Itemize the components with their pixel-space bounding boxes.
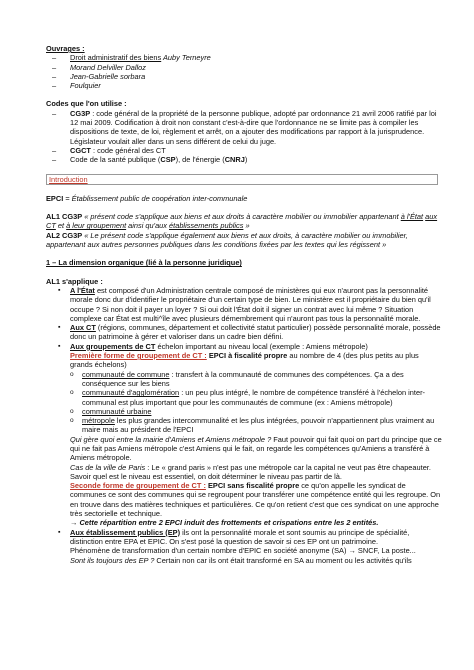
introduction-heading (46, 174, 438, 185)
ouvrage-item (46, 63, 442, 72)
epci-type-item (46, 407, 442, 416)
epci-type-item (46, 388, 442, 407)
ouvrages-heading: Ouvrages : (46, 44, 85, 53)
al1-text: « présent code s'applique aux biens et aux droits à caractère mobilier ou immobilier appartenant (82, 212, 401, 222)
code-abbr: CGCT (70, 145, 91, 155)
al1-underlined: à leur groupement (66, 221, 127, 231)
epci-type-text: : un peu plus intégré, le nombre de compétence transféré à l'échelon inter-communal est plus important que pour les communautés de commune (ex : Amiens métropole) (82, 388, 425, 407)
item-label: Aux groupements de CT (70, 341, 156, 351)
paris-text: : Le « grand paris » n'est pas une métropole car la capital ne veut pas être chapeauter. Savoir quel est le niveau est essentiel, on doit déterminer le niveau pas partir de là. (70, 462, 431, 481)
code-item-cgct (46, 146, 442, 155)
item-groupements (46, 342, 442, 370)
al1-underlined: établissements publics (169, 221, 244, 231)
paris-label: Cas de la ville de Paris (70, 462, 146, 472)
groupement-details (46, 435, 442, 528)
first-form-bold: EPCI à fiscalité propre (206, 351, 288, 361)
section1-title: 1 – La dimension organique (lié à la personne juridique) (46, 258, 242, 268)
ouvrages-list (46, 53, 442, 90)
code-item-cg3p (46, 109, 442, 146)
epci-type-text: les plus grandes intercommunalité et les plus intégrées, pouvoir n'appartiennent plus vraiment au maire mais au président de l'EPCI (82, 416, 435, 435)
al2-paragraph (46, 231, 442, 250)
epci-def: = Établissement public de coopération inter-communale (63, 193, 248, 203)
q1-text: Faut pouvoir qui fait quoi on part du principe que ce qui ne fait pas Amiens métropole c'est Amiens qui le fait, on regarde les compétences qu'Amiens a transféré à Amiens métropole. (70, 434, 442, 463)
code-text: ), de l'énergie ( (175, 155, 225, 165)
al2-ref: AL2 CG3P (46, 230, 83, 240)
al1-text: ainsi qu'aux (126, 221, 170, 231)
second-form-bold: EPCI sans fiscalité propre (205, 481, 300, 491)
item-text: ils ont la personnalité morale et sont soumis au principe de spécialité, distinction entre EPA et EPIC. On s'est posé la question de savoir si ces EP ont un patrimoine. (70, 527, 410, 546)
item-ct (46, 323, 442, 342)
ouvrage-title-link[interactable]: Droit administratif des biens (70, 53, 162, 63)
ouvrage-item (46, 72, 442, 81)
item-text: échelon important au niveau local (exemple : Amiens métropole) (155, 341, 368, 351)
second-form (70, 481, 442, 518)
codes-heading: Codes que l'on utilise : (46, 99, 127, 109)
code-item-sante (46, 155, 442, 164)
epci-type-item (46, 370, 442, 389)
epci-type-label: communauté d'agglomération (82, 388, 180, 398)
second-form-label: Seconde forme de groupement de CT : (70, 481, 206, 491)
code-abbr: CSP (160, 155, 176, 165)
epci-type-item (46, 416, 442, 435)
ouvrage-item (46, 81, 442, 90)
code-text: : code général des CT (90, 145, 166, 155)
al1-underlined: aux CT (46, 212, 438, 231)
first-form-label: Première forme de groupement de CT : (70, 351, 207, 361)
q1-paragraph (70, 435, 442, 463)
epci-definition (46, 194, 442, 203)
code-abbr: CG3P (70, 108, 91, 118)
code-abbr: CNRJ (224, 155, 245, 165)
al2-text: « Le présent code s'applique également aux biens et aux droits, à caractère mobilier ou immobilier, appartenant aux autres personnes publiques dans les conditions fixées par les textes qui les régissent » (46, 230, 408, 250)
ep-question: Sont ils toujours des EP ? (70, 555, 155, 565)
epci-type-label: métropole (82, 416, 115, 426)
epci-type-text: : transfert à la communauté de communes des compétences. Ça a des conséquence sur les biens (82, 369, 404, 388)
ouvrage-item (46, 53, 442, 62)
application-list-2 (46, 528, 442, 565)
ep-question-paragraph (70, 556, 442, 565)
application-list (46, 286, 442, 370)
ouvrage-author: Morand Delviller Dalloz (70, 62, 146, 72)
item-etat (46, 286, 442, 323)
item-etablissements-publics (46, 528, 442, 565)
epci-type-label: communauté de commune (82, 369, 170, 379)
code-text: Code de la santé publique ( (70, 155, 161, 165)
al1-text: » (243, 221, 250, 231)
introduction-label: Introduction (49, 174, 88, 184)
item-text: (régions, communes, département et collectivité statut particulier) possède personnalité morale, possède donc un patrimoine à gérer et valoriser dans un cadre bien défini. (70, 323, 441, 342)
epci-type-label: communauté urbaine (82, 406, 152, 416)
ouvrage-author: Jean-Gabrielle sorbara (70, 71, 146, 81)
ep-question-text: Certain non car ils ont était transformé en SA au moment ou les activités qu'ils (154, 555, 412, 565)
code-text: ) (244, 155, 248, 165)
item-label: Aux CT (70, 323, 96, 333)
al1-applies-heading: AL1 s'applique : (46, 276, 103, 286)
code-text: : code général de la propriété de la personne publique, adopté par ordonnance 21 avril 2006 ratifié par loi 12 mai 2009. Codification à droit non constant c'est-à-dire que l'ordonnance ne se limite pas à compiler les dispositions de texte, de loi, règlement et arrêt, on a ajouter des modifications par rapport à la jurisprudence. Législateur voulait aller dans un sens différent de celui du juge. (70, 108, 437, 146)
ep-paragraph: Phénomène de transformation d'un certain nombre d'EPIC en société anonyme (SA) → SNCF, La poste... (70, 546, 416, 556)
epci-abbr: EPCI (46, 193, 64, 203)
paris-paragraph (70, 463, 442, 482)
item-label: A l'État (70, 285, 95, 295)
ouvrage-author: Auby Terneyre (161, 53, 211, 63)
al1-paragraph (46, 212, 442, 231)
al1-underlined: à l'État (400, 212, 424, 222)
q1-question: Qui gère quoi entre la mairie d'Amiens et Amiens métropole ? (70, 434, 272, 444)
arrow-note: → Cette répartition entre 2 EPCI induit des frottements et crispations entre les 2 entités. (70, 518, 379, 528)
ouvrage-author: Foulquier (70, 81, 101, 91)
second-form-text: ce qu'on appelle les syndicat de communes ce sont des communes qui se regroupent pour transférer une compétence entité qui les regroupe. On en trouve dans des matières techniques et particulières. Ce qu'on retient c'est que ces syndicat on une approche très sectorielle et technique. (70, 481, 441, 519)
item-label: Aux établissement publics (EP) (70, 527, 181, 537)
codes-list (46, 109, 442, 165)
epci-types-list (46, 370, 442, 435)
al1-text: et (55, 221, 67, 231)
first-form (70, 351, 442, 370)
first-form-text: au nombre de 4 (des plus petits au plus grands échelons) (70, 351, 419, 370)
item-text: est composé d'un Administration centrale composé de ministères qui eux n'auront pas la personnalité morale donc dur d'identifier le propriétaire d'un certain type de bien. Le ministère est il propriétaire du bien qu'il occupe ? Si non doit il payer un loyer ? Si oui doit l'État doit il signer un contrat avec lui même ? Situation complexe car État est multi^île avec plusieurs démembrement qui n'auront pas tous la personnalité morale. (70, 285, 431, 323)
al1-ref: AL1 CG3P (46, 212, 83, 222)
